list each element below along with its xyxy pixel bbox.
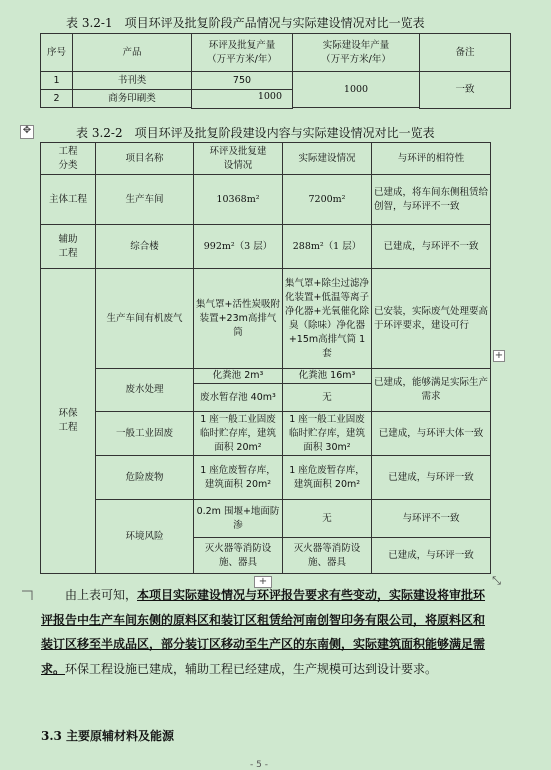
table1-cell: 1000 — [293, 72, 420, 108]
table1-cell: 商务印刷类 — [73, 90, 192, 108]
table2-cell: 1 座一般工业固废临时贮存库，建筑面积 30m² — [283, 412, 372, 456]
table2-cell: 主体工程 — [41, 175, 96, 225]
paragraph-bold: 本项目实际建设情况与环评报告要求有些变动，实际建设将审批环评报告中生产车间东侧的原料区和装订区租赁给河南创智印务有限公司，将原料区和装订区移至半成品区，部分装订区移动至生产区的东南侧，实际建筑面积能够满足需求。 — [41, 588, 486, 676]
table2-cell: 与环评不一致 — [372, 500, 491, 538]
table2-cell: 1 座危废暂存库，建筑面积 20m² — [194, 456, 283, 500]
table2-cell: 集气罩+活性炭吸附装置+23m高排气筒 — [194, 269, 283, 369]
resize-table-icon[interactable]: ⤡ — [492, 574, 501, 587]
table2-cell: 已建成，与环评大体一致 — [372, 412, 491, 456]
table2-header: 工程 分类 — [41, 143, 96, 175]
table1-header: 环评及批复产量 （万平方米/年） — [192, 34, 293, 72]
page-number: - 5 - — [250, 760, 268, 770]
add-column-icon[interactable]: + — [494, 350, 504, 361]
table2-cell: 生产车间 — [96, 175, 194, 225]
table1-header: 产品 — [73, 34, 192, 72]
summary-paragraph — [41, 583, 489, 681]
table2-cell: 综合楼 — [96, 225, 194, 269]
table2-cell: 环境风险 — [96, 500, 194, 574]
table1-title: 表 3.2-1 项目环评及批复阶段产品情况与实际建设情况对比一览表 — [66, 16, 425, 30]
table2-cell: 1 座危废暂存库，建筑面积 20m² — [283, 456, 372, 500]
table2-cell: 灭火器等消防设施、器具 — [194, 538, 283, 574]
table2-header: 实际建设情况 — [283, 143, 372, 175]
table2-header: 与环评的相符性 — [372, 143, 491, 175]
paragraph-lead: 由上表可知， — [65, 588, 138, 602]
table2-cell: 废水暂存池 40m³ — [194, 384, 283, 412]
table2-cell: 已建成，将车间东侧租赁给创智，与环评不一致 — [372, 175, 491, 225]
table1-cell — [293, 108, 420, 109]
table2-cell: 无 — [283, 500, 372, 538]
table2-cell: 化粪池 16m³ — [283, 369, 372, 384]
move-handle-icon[interactable]: ✥ — [20, 125, 34, 139]
table2-cell: 环保 工程 — [41, 269, 96, 574]
table2-cell: 一般工业固废 — [96, 412, 194, 456]
table2 — [40, 142, 491, 574]
table1-header: 序号 — [41, 34, 73, 72]
table1-cell — [73, 108, 192, 109]
table2-cell: 288m²（1 层） — [283, 225, 372, 269]
table2-cell: 辅助 工程 — [41, 225, 96, 269]
table2-header: 环评及批复建 设情况 — [194, 143, 283, 175]
table2-cell: 废水处理 — [96, 369, 194, 412]
add-row-icon[interactable]: + — [254, 576, 272, 588]
table2-cell: 灭火器等消防设施、器具 — [283, 538, 372, 574]
table1-cell: 一致 — [420, 72, 511, 109]
table2-cell: 已建成，与环评一致 — [372, 538, 491, 574]
table2-cell: 危险废物 — [96, 456, 194, 500]
table1-cell: 1 — [41, 72, 73, 90]
table2-cell: 无 — [283, 384, 372, 412]
table2-header: 项目名称 — [96, 143, 194, 175]
table2-cell: 已建成，能够满足实际生产需求 — [372, 369, 491, 412]
table2-cell: 10368m² — [194, 175, 283, 225]
table2-cell: 7200m² — [283, 175, 372, 225]
table2-cell: 992m²（3 层） — [194, 225, 283, 269]
margin-mark-icon — [22, 590, 36, 600]
table2-cell: 集气罩+除尘过滤净化装置+低温等离子净化器+光氧催化除臭（除味）净化器+15m高排气筒 1 套 — [283, 269, 372, 369]
table2-cell: 生产车间有机废气 — [96, 269, 194, 369]
table1 — [40, 33, 511, 109]
table2-cell: 已安装，实际废气处理要高于环评要求，建设可行 — [372, 269, 491, 369]
table1-cell: 1000 — [192, 90, 293, 109]
table1-cell: 2 — [41, 90, 73, 108]
table2-cell: 已建成，与环评一致 — [372, 456, 491, 500]
table1-header: 实际建设年产量 （万平方米/年） — [293, 34, 420, 72]
table2-cell: 化粪池 2m³ — [194, 369, 283, 384]
table1-cell — [41, 108, 73, 109]
table2-cell: 已建成，与环评不一致 — [372, 225, 491, 269]
table1-cell: 书刊类 — [73, 72, 192, 90]
table2-title: 表 3.2-2 项目环评及批复阶段建设内容与实际建设情况对比一览表 — [76, 126, 435, 140]
paragraph-rest: 环保工程设施已建成，辅助工程已经建成，生产规模可达到设计要求。 — [65, 661, 438, 676]
table2-cell: 0.2m 围堰+地面防渗 — [194, 500, 283, 538]
table1-cell: 750 — [192, 72, 293, 90]
section-heading: 3.3 主要原辅材料及能源 — [41, 729, 175, 743]
table1-header: 备注 — [420, 34, 511, 72]
table2-cell: 1 座一般工业固废临时贮存库，建筑面积 20m² — [194, 412, 283, 456]
